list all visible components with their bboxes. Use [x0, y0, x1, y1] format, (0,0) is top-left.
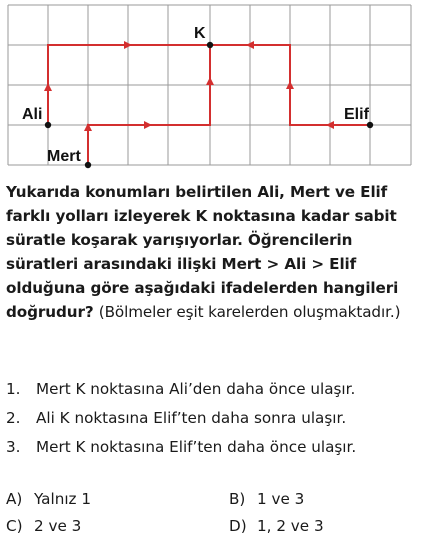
- statement-number: 2.: [6, 409, 21, 427]
- option-c[interactable]: [6, 514, 81, 538]
- statement-text: Mert K noktasına Ali’den daha önce ulaşır.: [36, 380, 356, 398]
- ali-label: Ali: [22, 106, 43, 123]
- statement-1: [6, 377, 355, 401]
- arrow-ali-up: [44, 83, 52, 91]
- question-note: (Bölmeler eşit karelerden oluşmaktadır.): [98, 303, 401, 321]
- option-letter: B): [229, 490, 246, 508]
- question-stem: [6, 180, 416, 324]
- option-text: 1, 2 ve 3: [257, 517, 324, 535]
- mert-path: [88, 45, 210, 165]
- statement-number: 1.: [6, 380, 21, 398]
- statement-text: Mert K noktasına Elif’ten daha önce ulaşır.: [36, 438, 357, 456]
- option-a[interactable]: [6, 487, 91, 511]
- statement-3: [6, 435, 356, 459]
- option-text: 1 ve 3: [257, 490, 305, 508]
- ali-dot: [45, 122, 51, 128]
- option-d[interactable]: [229, 514, 324, 538]
- mert-label: Mert: [47, 148, 81, 165]
- option-letter: D): [229, 517, 247, 535]
- option-b[interactable]: [229, 487, 304, 511]
- statement-2: [6, 406, 346, 430]
- statement-text: Ali K noktasına Elif’ten daha sonra ulaşır.: [36, 409, 347, 427]
- option-text: Yalnız 1: [34, 490, 92, 508]
- option-text: 2 ve 3: [34, 517, 82, 535]
- option-letter: A): [6, 490, 23, 508]
- grid-figure: [0, 0, 421, 178]
- arrow-mert-right: [144, 121, 152, 129]
- question-text: Yukarıda konumları belirtilen Ali, Mert ve Elif farklı yolları izleyerek K noktasına kadar sabit süratle koşarak yarışıyorlar. Öğrencilerin süratleri arasındaki ilişki Mert > Ali > Elif olduğuna göre aşağıdaki ifadelerden hangileri doğrudur?: [6, 183, 399, 321]
- k-dot: [207, 42, 213, 48]
- k-label: K: [194, 25, 206, 42]
- mert-dot: [85, 162, 91, 168]
- arrow-mert-up-2: [206, 77, 214, 85]
- option-letter: C): [6, 517, 23, 535]
- statement-number: 3.: [6, 438, 21, 456]
- elif-label: Elif: [344, 106, 369, 123]
